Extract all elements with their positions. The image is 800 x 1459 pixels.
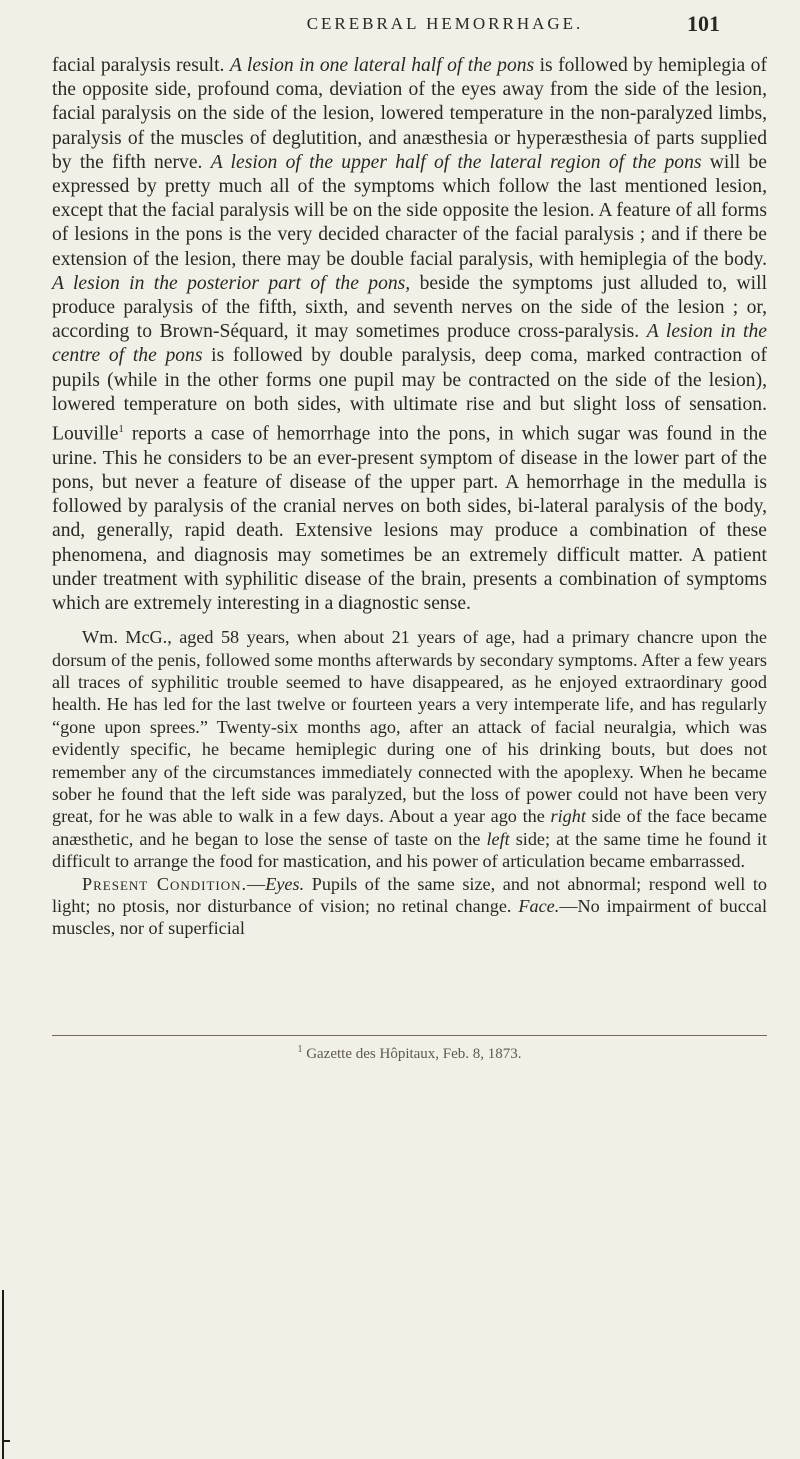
scan-margin-line — [2, 1290, 4, 1459]
italic-word: left — [486, 828, 510, 849]
section-heading: Present Condition. — [82, 873, 248, 894]
footnote-marker: 1 — [118, 423, 124, 436]
italic-phrase: A lesion in the centre of the pons — [52, 321, 767, 367]
paragraph-case-history: Wm. McG., aged 58 years, when about 21 years of age, had a primary chancre upon the dorsum of the penis, followed some months afterwards by secondary symptoms. After a few years all traces of syphilitic trouble seemed to have disappeared, as he enjoyed extraordinary good health. He has led for the last twelve or fourteen years a very intemperate life, and has regularly “gone upon sprees.” Twenty-six months ago, after an attack of facial neuralgia, which was evidently specific, he became hemiplegic during one of his drinking bouts, but does not remember any of the circumstances immediately connected with the apoplexy. When he became sober he found that the left side was paralyzed, but the loss of power could not have been very great, for he was able to walk in a few days. About a year ago the right side of the face became anæsthetic, and he began to lose the sense of taste on the left side; at the same time he found it difficult to arrange the food for mastication, and his power of articulation became embarrassed. — [52, 627, 767, 872]
paragraph-present-condition: Present Condition.—Eyes. Pupils of the same size, and not abnormal; respond well to light; no ptosis, nor disturbance of vision; no retinal change. Face.—No impairment of buccal muscles, nor of superficial — [52, 873, 767, 939]
italic-word: Face. — [518, 896, 560, 917]
italic-word: right — [550, 806, 586, 827]
running-title: CEREBRAL HEMORRHAGE. — [306, 14, 584, 33]
italic-phrase: A lesion of the upper half of the lateral region of the pons — [210, 151, 702, 173]
italic-word: Eyes. — [265, 873, 305, 894]
italic-phrase: A lesion in one lateral half of the pons — [229, 55, 535, 76]
page-number: 101 — [687, 11, 720, 36]
body-text — [52, 54, 767, 940]
paragraph-pons-lesions: facial paralysis result. A lesion in one lateral half of the pons is followed by hemiplegia of the opposite side, profound coma, deviation of the eyes away from the side of the lesion, facial paralysis on the side of the lesion, lowered temperature in the non-paralyzed limbs, paralysis of the muscles of deglutition, and anæsthesia or hyperæsthesia of parts supplied by the fifth nerve. A lesion of the upper half of the lateral region of the pons will be expressed by pretty much all of the symptoms which follow the last mentioned lesion, except that the facial paralysis will be on the side opposite the lesion. A feature of all forms of lesions in the pons is the very decided character of the facial paralysis ; and if there be extension of the lesion, there may be double facial paralysis, with hemiplegia of the body. A lesion in the posterior part of the pons, beside the symptoms just alluded to, will produce paralysis of the fifth, sixth, and seventh nerves on the side of the lesion ; or, according to Brown-Séquard, it may sometimes produce cross-paralysis. A lesion in the centre of the pons is followed by double paralysis, deep coma, marked contraction of pupils (while in the other forms one pupil may be contracted on the side of the lesion), lowered temperature on both sides, with ultimate rise and but slight loss of sensation. Louville$^1$ reports a case of hemorrhage into the pons, in which sugar was found in the urine. This he considers to be an ever-present symptom of disease in the lower part of the pons, but never a feature of disease of the upper part. A hemorrhage in the medulla is followed by paralysis of the cranial nerves on both sides, bi-lateral paralysis of the body, and, generally, rapid death. Extensive lesions may produce a combination of these phenomena, and diagnosis may sometimes be an extremely difficult matter. A patient under treatment with syphilitic disease of the brain, presents a combination of symptoms which are extremely interesting in a diagnostic sense. — [52, 55, 768, 614]
scan-margin-tick — [2, 1440, 10, 1442]
footnote-rule — [52, 1035, 767, 1036]
italic-phrase: A lesion in the posterior part of the pons, — [52, 272, 411, 294]
footnote: $^1$ Gazette des Hôpitaux, Feb. 8, 1873. — [297, 1044, 522, 1062]
